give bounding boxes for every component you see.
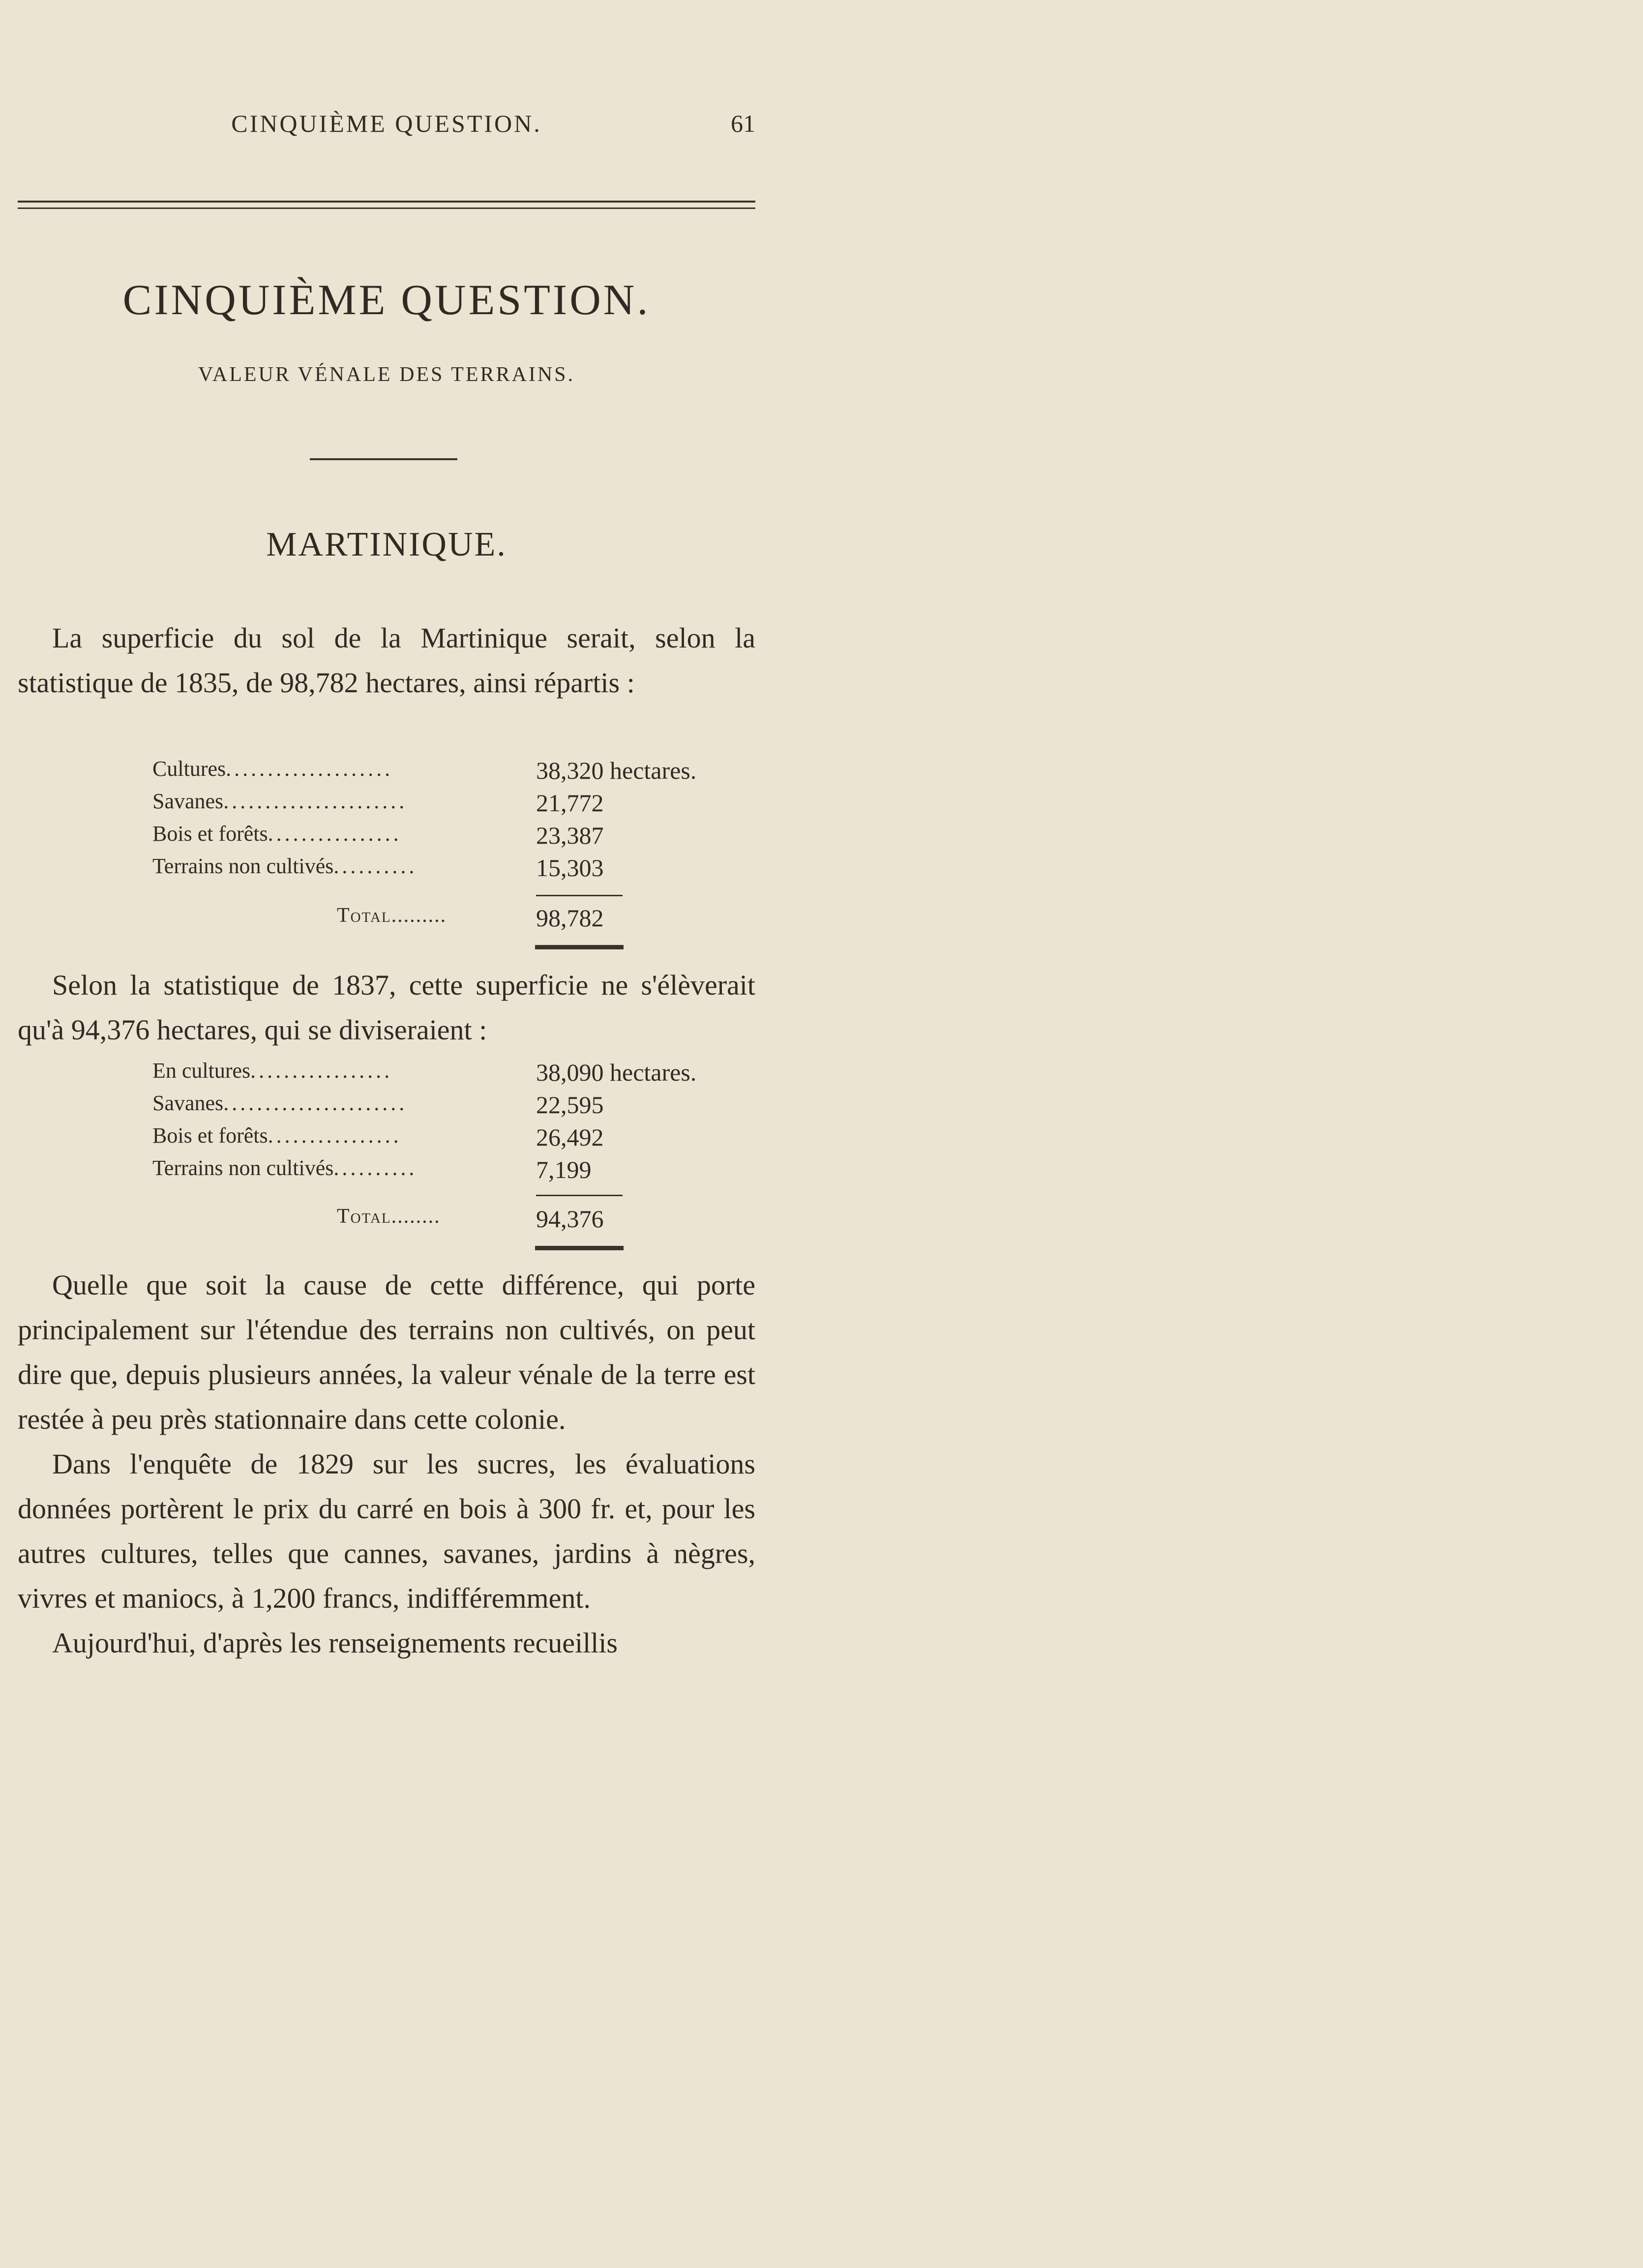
leader-dots: ................ (268, 1123, 402, 1148)
statistics-table-1835 (152, 756, 728, 932)
row-value: 23,387 (536, 822, 604, 849)
leader-dots: ......... (391, 904, 447, 927)
total-label: Total (337, 904, 391, 927)
paragraph-3-text: Quelle que soit la cause de cette différence, qui porte principalement sur l'étendue des terrains non cultivés, on peut dire que, depuis plusieurs années, la valeur vénale de la terre est restée à peu près stationnaire dans cette colonie. (18, 1269, 755, 1435)
total-bar (535, 1246, 624, 1250)
running-head (18, 109, 755, 144)
total-value: 94,376 (536, 1205, 604, 1233)
total-label: Total (337, 1205, 391, 1228)
row-value: 38,320 hectares. (536, 757, 697, 784)
row-value: 22,595 (536, 1091, 604, 1119)
leader-dots: ................ (268, 822, 402, 846)
table-row (152, 756, 728, 789)
section-divider (310, 458, 457, 460)
chapter-subtitle: VALEUR VÉNALE DES TERRAINS. (198, 363, 575, 386)
row-value: 7,199 (536, 1156, 592, 1183)
table-row (152, 1155, 728, 1188)
leader-dots: .......... (333, 1156, 418, 1180)
table-row (152, 821, 728, 854)
running-head-title: CINQUIÈME QUESTION. (231, 110, 542, 137)
row-value: 15,303 (536, 854, 604, 882)
sum-rule (536, 1195, 623, 1196)
statistics-table-1837 (152, 1058, 728, 1233)
leader-dots: ...................... (223, 1091, 408, 1115)
row-value: 38,090 hectares. (536, 1059, 697, 1086)
paragraph-1-text: La superficie du sol de la Martinique serait, selon la statistique de 1835, de 98,782 hectares, ainsi répartis : (18, 622, 755, 699)
leader-dots: .................... (226, 757, 393, 781)
row-label: Bois et forêts (152, 822, 268, 846)
paragraph-3 (18, 1263, 755, 1665)
table-row (152, 1058, 728, 1090)
table-row (152, 1090, 728, 1123)
leader-dots: ................. (250, 1059, 393, 1083)
row-label: Terrains non cultivés (152, 854, 334, 878)
chapter-title: CINQUIÈME QUESTION. (122, 276, 651, 324)
paragraph-2-text: Selon la statistique de 1837, cette superficie ne s'élèverait qu'à 94,376 hectares, qui se diviseraient : (18, 969, 755, 1046)
row-label: En cultures (152, 1059, 251, 1083)
paragraph-2 (18, 963, 755, 1052)
row-value: 21,772 (536, 789, 604, 817)
row-value: 26,492 (536, 1123, 604, 1151)
table-row (152, 789, 728, 821)
total-row (152, 904, 728, 938)
total-bar (535, 945, 624, 949)
section-title: MARTINIQUE. (266, 526, 507, 563)
row-label: Bois et forêts (152, 1123, 268, 1148)
header-double-rule (18, 201, 755, 209)
row-label: Terrains non cultivés (152, 1156, 334, 1180)
sum-rule (536, 895, 623, 896)
total-row (152, 1205, 728, 1239)
row-label: Cultures (152, 757, 226, 781)
row-label: Savanes (152, 1091, 224, 1115)
page-number: 61 (731, 110, 755, 137)
leader-dots: ...................... (223, 789, 408, 813)
leader-dots: .......... (333, 854, 418, 878)
paragraph-5-text: Aujourd'hui, d'après les renseignements recueillis (52, 1627, 618, 1659)
total-value: 98,782 (536, 904, 604, 932)
row-label: Savanes (152, 789, 224, 813)
leader-dots: ........ (391, 1205, 441, 1228)
table-row (152, 1123, 728, 1155)
paragraph-1 (18, 616, 755, 705)
paragraph-4-text: Dans l'enquête de 1829 sur les sucres, les évaluations données portèrent le prix du carré en bois à 300 fr. et, pour les autres cultures, telles que cannes, savanes, jardins à nègres, vivres et maniocs, à 1,200 francs, indifféremment. (18, 1448, 755, 1614)
table-row (152, 854, 728, 886)
